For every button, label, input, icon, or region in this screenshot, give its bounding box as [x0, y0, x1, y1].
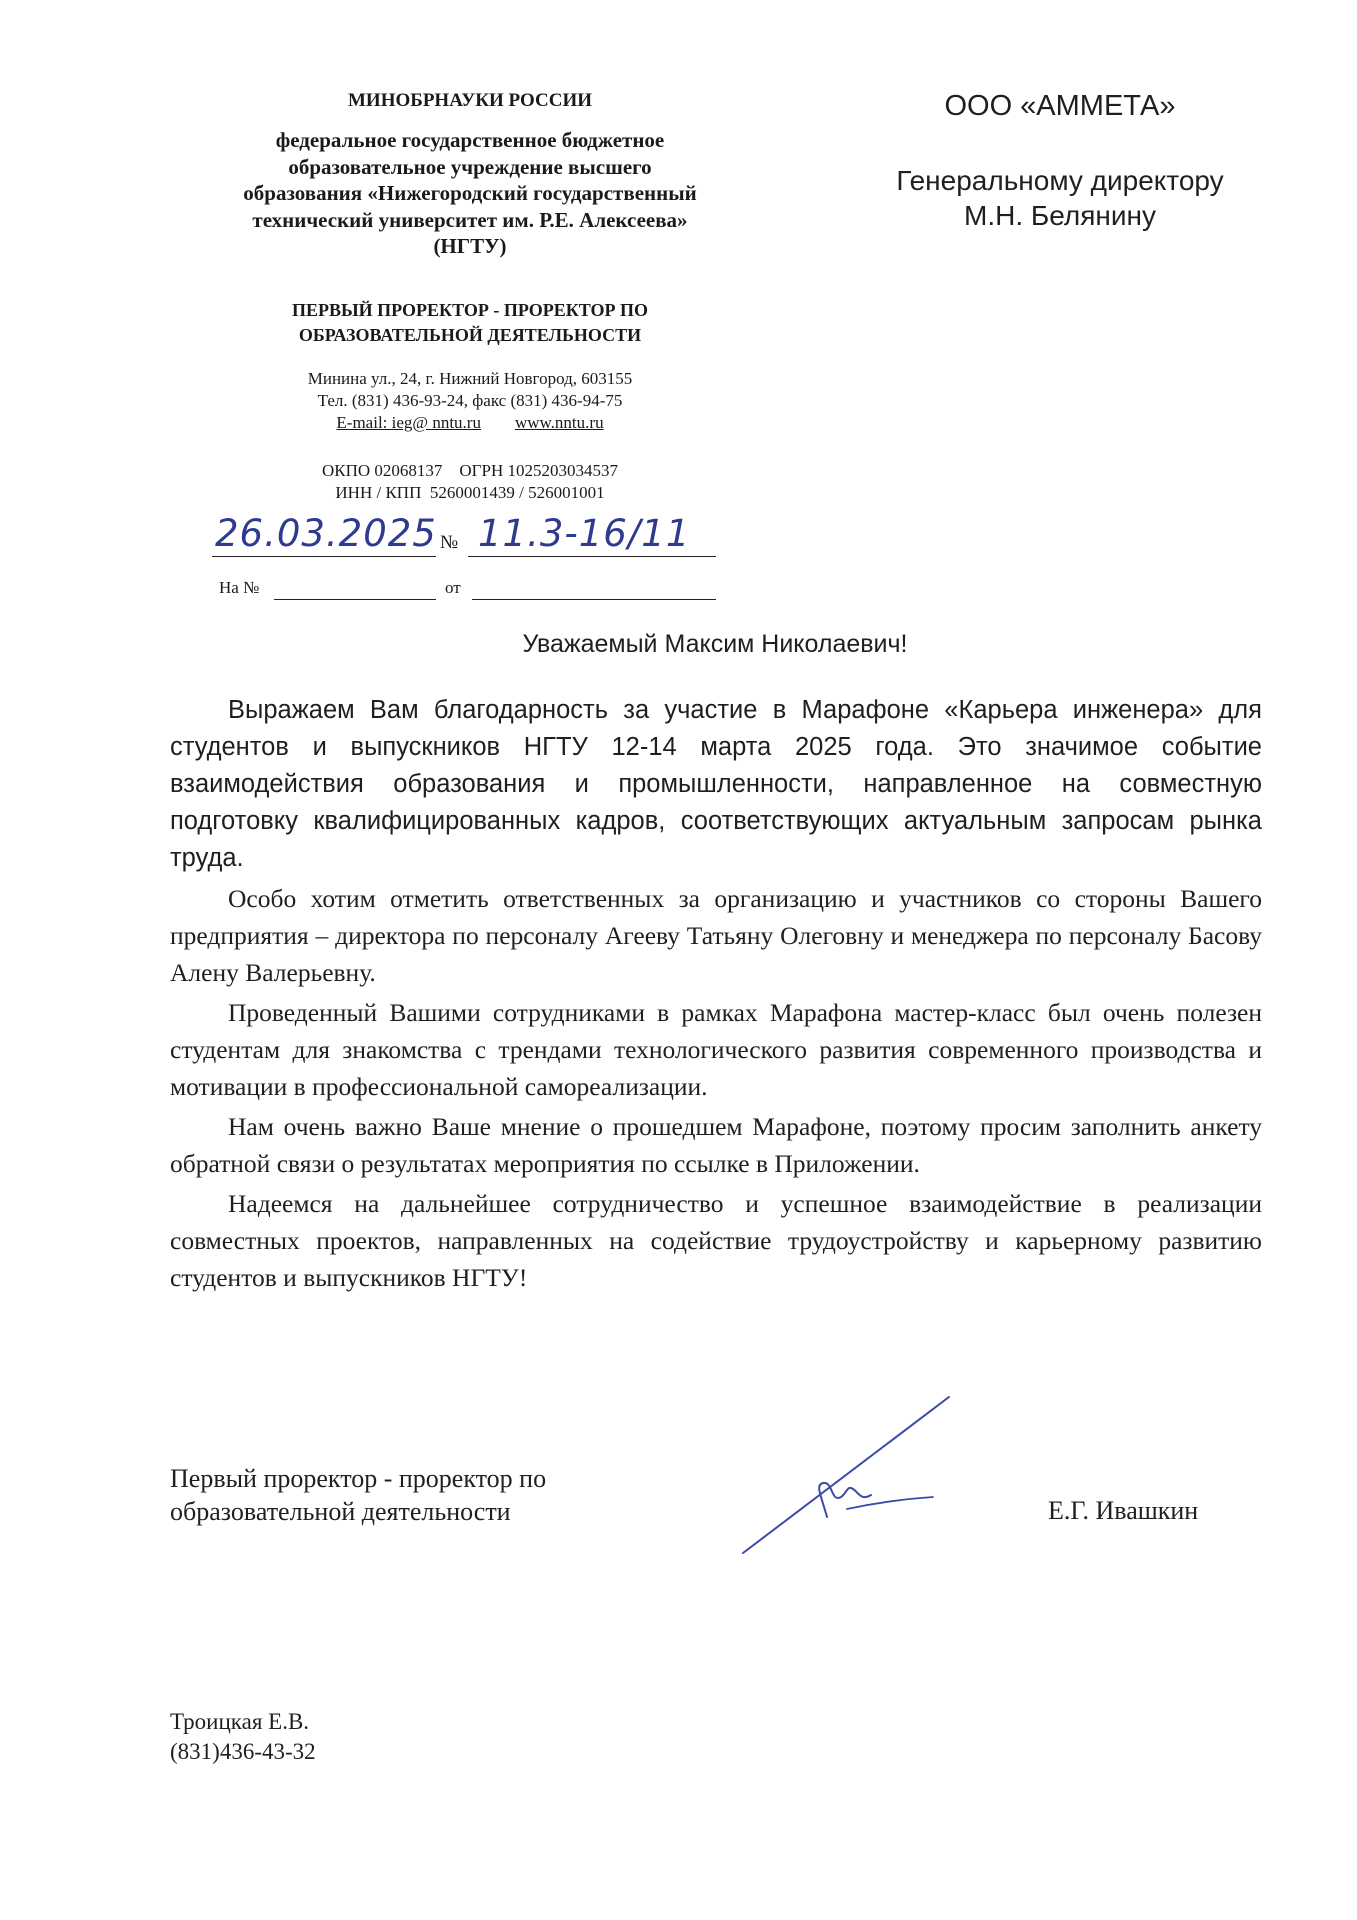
- number-sign: №: [440, 532, 459, 553]
- number-underline: [468, 556, 716, 557]
- institution-name: [170, 127, 770, 260]
- okpo-ogrn: ОКПО 02068137 ОГРН 1025203034537: [321, 461, 618, 480]
- signatory-position-line: образовательной деятельности: [170, 1497, 511, 1526]
- outgoing-date: 26.03.2025: [215, 512, 437, 555]
- signatory-position-line: Первый проректор - проректор по: [170, 1464, 547, 1493]
- ref-date-label: от: [445, 578, 461, 597]
- institution-line: образования «Нижегородский государственный: [243, 181, 697, 205]
- ref-date-underline: [472, 599, 716, 600]
- body-paragraph: Нам очень важно Ваше мнение о прошедшем Марафоне, поэтому просим заполнить анкету обратной связи о результатах мероприятия по ссылке в Приложении.: [170, 1112, 1262, 1178]
- recipient-title: Генеральному директору: [896, 165, 1224, 196]
- letterhead-position: [170, 298, 770, 348]
- recipient-name: М.Н. Белянину: [964, 200, 1156, 231]
- handwritten-signature: [735, 1385, 965, 1560]
- institution-line: технический университет им. Р.Е. Алексеева»: [252, 207, 688, 232]
- body-paragraph: Проведенный Вашими сотрудниками в рамках Марафона мастер-класс был очень полезен студентам для знакомства с трендами технологического развития современного производства и мотивации в профессиональной самореализации.: [170, 998, 1262, 1101]
- institution-line: образовательное учреждение высшего: [288, 154, 652, 179]
- ref-number-underline: [274, 599, 436, 600]
- inn-kpp: ИНН / КПП 5260001439 / 526001001: [335, 483, 605, 502]
- outgoing-number: 11.3-16/11: [478, 512, 691, 555]
- position-line: ОБРАЗОВАТЕЛЬНОЙ ДЕЯТЕЛЬНОСТИ: [298, 325, 642, 345]
- body-paragraph: Выражаем Вам благодарность за участие в Марафоне «Карьера инженера» для студентов и выпускников НГТУ 12-14 марта 2025 года. Это значимое событие взаимодействия образования и промышленности, направленное на совместную подготовку квалифицированных кадров, соответствующих актуальным запросам рынка труда.: [170, 696, 1262, 872]
- online-contacts: [170, 412, 770, 434]
- ministry-name: МИНОБРНАУКИ РОССИИ: [347, 90, 593, 111]
- postal-address: Минина ул., 24, г. Нижний Новгород, 603155: [307, 369, 633, 388]
- executor-name: Троицкая Е.В.: [170, 1709, 310, 1734]
- letter-body: [170, 692, 1262, 1299]
- signatory-name: Е.Г. Ивашкин: [1048, 1496, 1199, 1525]
- body-paragraph: Особо хотим отметить ответственных за организацию и участников со стороны Вашего предприятия – директора по персоналу Агееву Татьяну Олеговну и менеджера по персоналу Басову Алену Валерьевну.: [170, 884, 1262, 987]
- executor-phone: (831)436-43-32: [170, 1739, 316, 1764]
- email-link[interactable]: E-mail: ieg@ nntu.ru: [336, 413, 481, 432]
- greeting: Уважаемый Максим Николаевич!: [522, 630, 908, 658]
- registry-codes: [170, 460, 770, 504]
- website-link[interactable]: www.nntu.ru: [514, 413, 604, 432]
- institution-abbreviation: (НГТУ): [433, 234, 507, 258]
- recipient-company: ООО «АММЕТА»: [944, 90, 1176, 122]
- body-paragraph: Надеемся на дальнейшее сотрудничество и успешное взаимодействие в реализации совместных проектов, направленных на содействие трудоустройству и карьерному развитию студентов и выпускников НГТУ!: [170, 1189, 1262, 1292]
- institution-line: федеральное государственное бюджетное: [275, 128, 665, 152]
- phone-fax: Тел. (831) 436-93-24, факс (831) 436-94-75: [317, 391, 623, 410]
- position-line: ПЕРВЫЙ ПРОРЕКТОР - ПРОРЕКТОР ПО: [291, 300, 649, 320]
- executor-info: [170, 1707, 316, 1767]
- contact-block: [170, 368, 770, 434]
- ref-number-label: На №: [219, 578, 260, 597]
- date-underline: [212, 556, 436, 557]
- signatory-position: [170, 1462, 670, 1528]
